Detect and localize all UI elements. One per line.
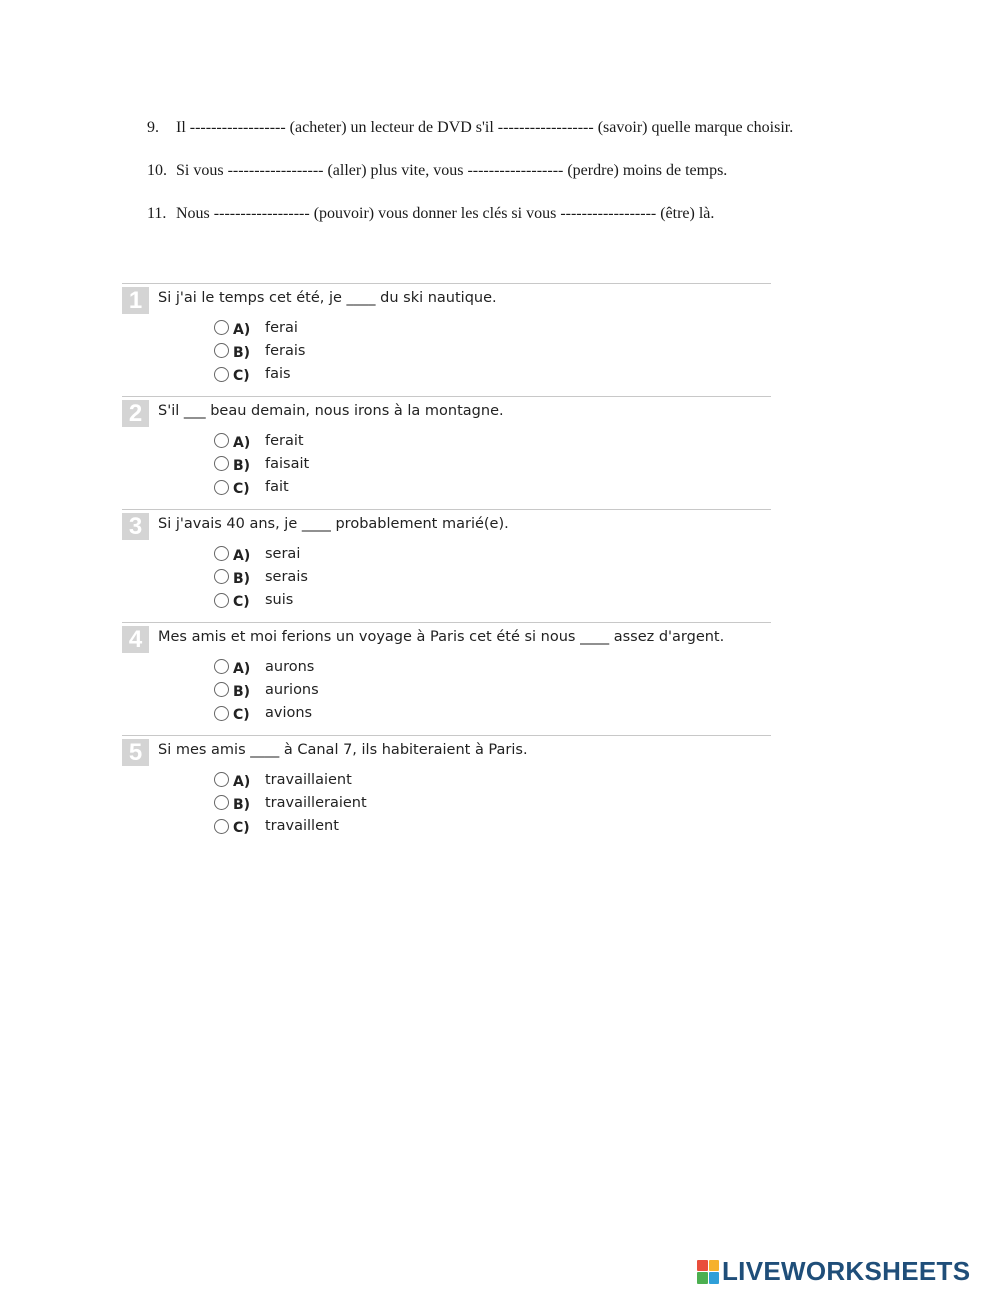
option-letter: A) — [233, 773, 251, 790]
question-text: Si j'ai le temps cet été, je ____ du ski nautique. — [158, 290, 497, 306]
radio-button[interactable] — [214, 659, 229, 674]
radio-button[interactable] — [214, 343, 229, 358]
answer-options — [214, 429, 309, 499]
radio-button[interactable] — [214, 795, 229, 810]
option-text: ferais — [265, 342, 306, 359]
option-c[interactable] — [214, 589, 308, 612]
question-number-badge: 2 — [122, 400, 149, 427]
option-a[interactable] — [214, 429, 309, 452]
question-number-badge: 3 — [122, 513, 149, 540]
radio-button[interactable] — [214, 706, 229, 721]
liveworksheets-brand — [697, 1256, 970, 1287]
option-text: aurons — [265, 658, 315, 675]
radio-button[interactable] — [214, 367, 229, 382]
radio-button[interactable] — [214, 819, 229, 834]
option-letter: C) — [233, 481, 250, 498]
question-1 — [122, 283, 771, 396]
question-text: Si mes amis ____ à Canal 7, ils habiteraient à Paris. — [158, 742, 528, 758]
option-letter: A) — [233, 321, 251, 338]
radio-button[interactable] — [214, 772, 229, 787]
sentence-10 — [147, 161, 907, 181]
answer-options — [214, 655, 319, 725]
sentence-number: 11. — [147, 205, 167, 222]
option-a[interactable] — [214, 768, 367, 791]
radio-button[interactable] — [214, 569, 229, 584]
radio-button[interactable] — [214, 433, 229, 448]
option-text: suis — [265, 592, 294, 609]
sentence-number: 9. — [147, 119, 159, 136]
option-a[interactable] — [214, 316, 305, 339]
option-text: travaillent — [265, 818, 339, 835]
option-b[interactable] — [214, 452, 309, 475]
radio-button[interactable] — [214, 682, 229, 697]
brand-name: LIVEWORKSHEETS — [722, 1256, 971, 1286]
option-b[interactable] — [214, 791, 367, 814]
option-text: ferai — [265, 319, 298, 336]
option-letter: C) — [233, 594, 250, 611]
option-letter: C) — [233, 820, 250, 837]
fill-in-sentences — [147, 118, 907, 247]
sentence-text: Il ------------------ (acheter) un lecteur de DVD s'il ------------------ (savoir) quelle marque choisir. — [176, 119, 794, 136]
question-number-badge: 5 — [122, 739, 149, 766]
answer-options — [214, 542, 308, 612]
question-text: Si j'avais 40 ans, je ____ probablement marié(e). — [158, 516, 509, 532]
question-2 — [122, 396, 771, 509]
sentence-text: Si vous ------------------ (aller) plus vite, vous ------------------ (perdre) moins de temps. — [176, 162, 728, 179]
answer-options — [214, 316, 305, 386]
question-5 — [122, 735, 771, 848]
liveworksheets-logo-icon — [697, 1260, 719, 1284]
option-b[interactable] — [214, 339, 305, 362]
option-text: serais — [265, 568, 308, 585]
option-letter: B) — [233, 683, 251, 700]
logo-square — [697, 1260, 708, 1272]
logo-square — [709, 1260, 720, 1272]
option-c[interactable] — [214, 363, 305, 386]
answer-options — [214, 768, 367, 838]
question-number-badge: 1 — [122, 287, 149, 314]
radio-button[interactable] — [214, 546, 229, 561]
option-letter: B) — [233, 457, 251, 474]
option-text: ferait — [265, 432, 304, 449]
sentence-number: 10. — [147, 162, 167, 179]
question-3 — [122, 509, 771, 622]
option-text: travaillaient — [265, 771, 352, 788]
logo-square — [697, 1272, 708, 1284]
sentence-9 — [147, 118, 907, 138]
option-letter: C) — [233, 707, 250, 724]
option-letter: A) — [233, 434, 251, 451]
option-c[interactable] — [214, 815, 367, 838]
option-letter: C) — [233, 368, 250, 385]
logo-square — [709, 1272, 720, 1284]
option-b[interactable] — [214, 678, 319, 701]
option-letter: A) — [233, 547, 251, 564]
radio-button[interactable] — [214, 320, 229, 335]
option-a[interactable] — [214, 542, 308, 565]
sentence-11 — [147, 204, 907, 224]
option-text: faisait — [265, 455, 310, 472]
option-letter: B) — [233, 344, 251, 361]
option-c[interactable] — [214, 702, 319, 725]
option-letter: B) — [233, 796, 251, 813]
question-text: S'il ___ beau demain, nous irons à la montagne. — [158, 403, 504, 419]
option-text: fait — [265, 479, 289, 496]
option-text: travailleraient — [265, 794, 367, 811]
option-text: fais — [265, 366, 291, 383]
option-letter: A) — [233, 660, 251, 677]
multiple-choice-quiz — [122, 283, 771, 848]
sentence-text: Nous ------------------ (pouvoir) vous donner les clés si vous ------------------ (être) là. — [176, 205, 715, 222]
option-text: avions — [265, 705, 313, 722]
option-a[interactable] — [214, 655, 319, 678]
option-b[interactable] — [214, 565, 308, 588]
option-text: aurions — [265, 681, 319, 698]
option-letter: B) — [233, 570, 251, 587]
radio-button[interactable] — [214, 456, 229, 471]
question-4 — [122, 622, 771, 735]
option-c[interactable] — [214, 476, 309, 499]
radio-button[interactable] — [214, 593, 229, 608]
question-text: Mes amis et moi ferions un voyage à Paris cet été si nous ____ assez d'argent. — [158, 629, 725, 645]
question-number-badge: 4 — [122, 626, 149, 653]
option-text: serai — [265, 545, 301, 562]
radio-button[interactable] — [214, 480, 229, 495]
